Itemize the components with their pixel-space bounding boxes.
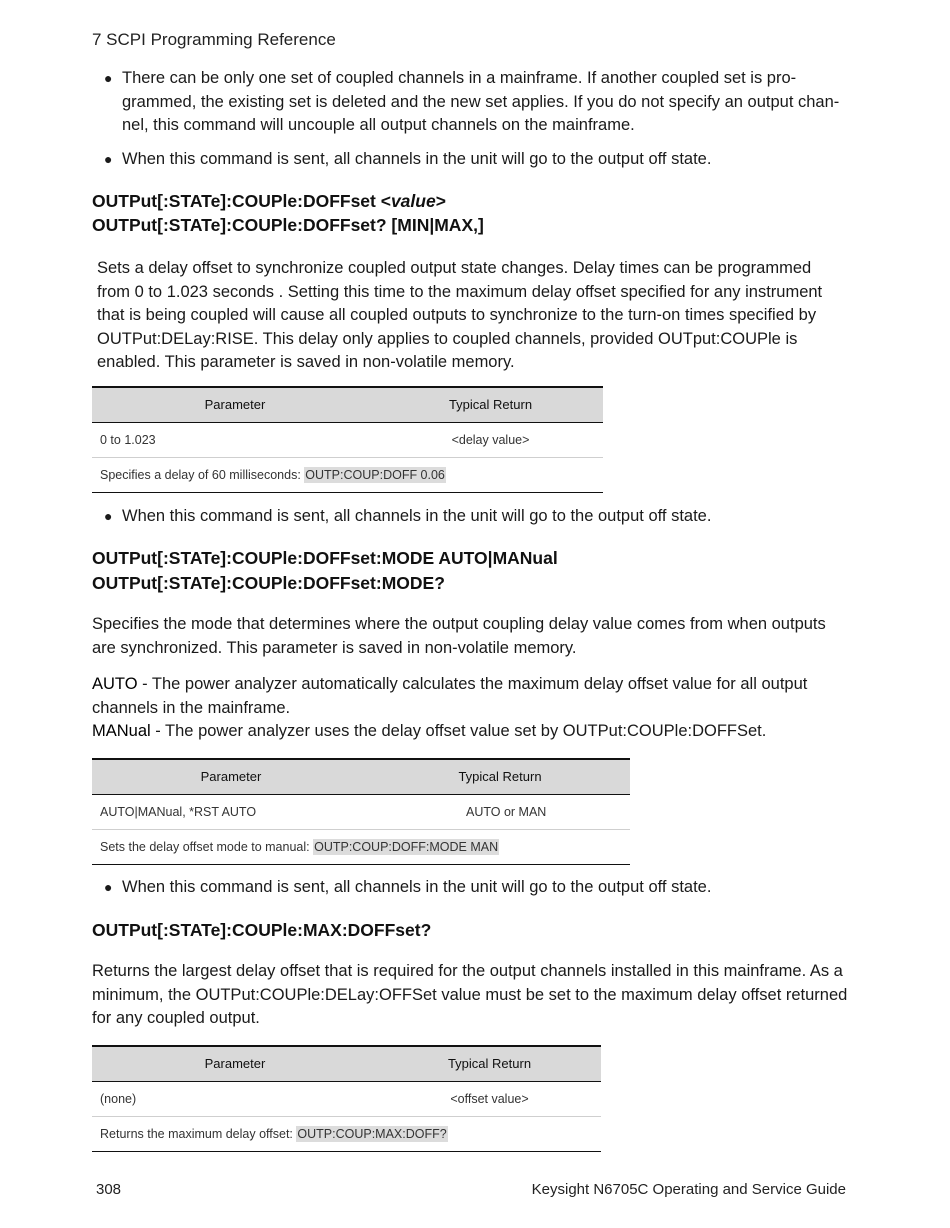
command-heading: OUTPut[:STATe]:COUPle:MAX:DOFFset?: [92, 920, 432, 940]
option-label-manual: MANual: [92, 722, 151, 740]
column-header-parameter: Parameter: [204, 397, 266, 413]
column-header-typical-return: Typical Return: [458, 769, 542, 785]
command-description: Returns the largest delay offset that is required for the output channels installed in this mainframe. As a minimum, the OUTPut:COUPle:DELay:OFFSet value must be set to the maximum delay offset returned for any coupled output.: [92, 962, 848, 1027]
example-row: [92, 457, 603, 492]
command-query-heading: OUTPut[:STATe]:COUPle:DOFFset? [MIN|MAX,]: [92, 215, 484, 235]
parameter-cell: (none): [100, 1091, 137, 1106]
column-header-typical-return: Typical Return: [447, 1056, 532, 1072]
bullet-text: When this command is sent, all channels in the unit will go to the output off state.: [122, 507, 712, 525]
return-cell: AUTO or MAN: [466, 804, 547, 819]
example-code: OUTP:COUP:DOFF:MODE MAN: [314, 839, 499, 854]
return-cell: <delay value>: [451, 432, 530, 447]
bullet-dot-icon: ●: [104, 508, 113, 524]
bullet-text: There can be only one set of coupled channels in a mainframe. If another coupled set is pro-grammed, the existing set is deleted and the new set applies. If you do not specify an output chan-nel, this command will uncouple all output channels on the mainframe.: [122, 69, 840, 134]
option-label-auto: AUTO: [92, 675, 138, 693]
command-query-heading: OUTPut[:STATe]:COUPle:DOFFset:MODE?: [92, 573, 445, 593]
table-header-row: [92, 759, 630, 794]
table-header-row: [92, 1046, 601, 1081]
example-row: [92, 1116, 601, 1151]
parameter-table: [92, 758, 630, 865]
command-description: Sets a delay offset to synchronize coupled output state changes. Delay times can be programmed from 0 to 1.023 seconds . Setting this time to the maximum delay offset specified for any instrument that is being coupled will cause all coupled outputs to synchronize to the turn-on times specified by OUTPut:DELay:RISE. This delay only applies to coupled channels, provided OUTput:COUPle is enabled. This parameter is saved in non-volatile memory.: [97, 259, 823, 371]
bullet-text: When this command is sent, all channels in the unit will go to the output off state.: [122, 150, 712, 168]
parameter-cell: 0 to 1.023: [100, 432, 156, 447]
bullet-dot-icon: ●: [104, 151, 113, 167]
table-row: [92, 1081, 601, 1116]
running-header: 7 SCPI Programming Reference: [92, 30, 336, 49]
example-code: OUTP:COUP:DOFF 0.06: [305, 467, 445, 482]
page-number: 308: [96, 1181, 122, 1198]
table-row: [92, 794, 630, 829]
example-code: OUTP:COUP:MAX:DOFF?: [297, 1126, 447, 1141]
parameter-table: [92, 1045, 601, 1152]
column-header-typical-return: Typical Return: [448, 397, 533, 413]
parameter-cell: AUTO|MANual, *RST AUTO: [100, 804, 257, 819]
column-header-parameter: Parameter: [200, 769, 262, 785]
column-header-parameter: Parameter: [204, 1056, 266, 1072]
example-cell: Specifies a delay of 60 milliseconds: OUTP:COUP:DOFF 0.06: [100, 467, 445, 482]
manual-option-description: MANual - The power analyzer uses the delay offset value set by OUTPut:COUPle:DOFFSet.: [92, 722, 767, 740]
bullet-dot-icon: ●: [104, 70, 113, 86]
bullet-dot-icon: ●: [104, 879, 113, 895]
bullet-text: When this command is sent, all channels in the unit will go to the output off state.: [122, 878, 712, 896]
return-cell: <offset value>: [450, 1091, 529, 1106]
guide-title: Keysight N6705C Operating and Service Guide: [531, 1181, 846, 1198]
auto-option-description: AUTO - The power analyzer automatically calculates the maximum delay offset value for all output channels in the mainframe.: [92, 675, 808, 717]
table-row: [92, 422, 603, 457]
example-cell: Sets the delay offset mode to manual: OUTP:COUP:DOFF:MODE MAN: [100, 839, 499, 854]
command-description: Specifies the mode that determines where the output coupling delay value comes from when outputs are synchronized. This parameter is saved in non-volatile memory.: [92, 615, 826, 657]
table-header-row: [92, 387, 603, 422]
command-heading: OUTPut[:STATe]:COUPle:DOFFset:MODE AUTO|MANual: [92, 548, 558, 568]
parameter-table: [92, 386, 603, 493]
example-cell: Returns the maximum delay offset: OUTP:COUP:MAX:DOFF?: [100, 1126, 447, 1141]
example-row: [92, 829, 630, 864]
command-heading: OUTPut[:STATe]:COUPle:DOFFset <value>: [92, 191, 446, 211]
